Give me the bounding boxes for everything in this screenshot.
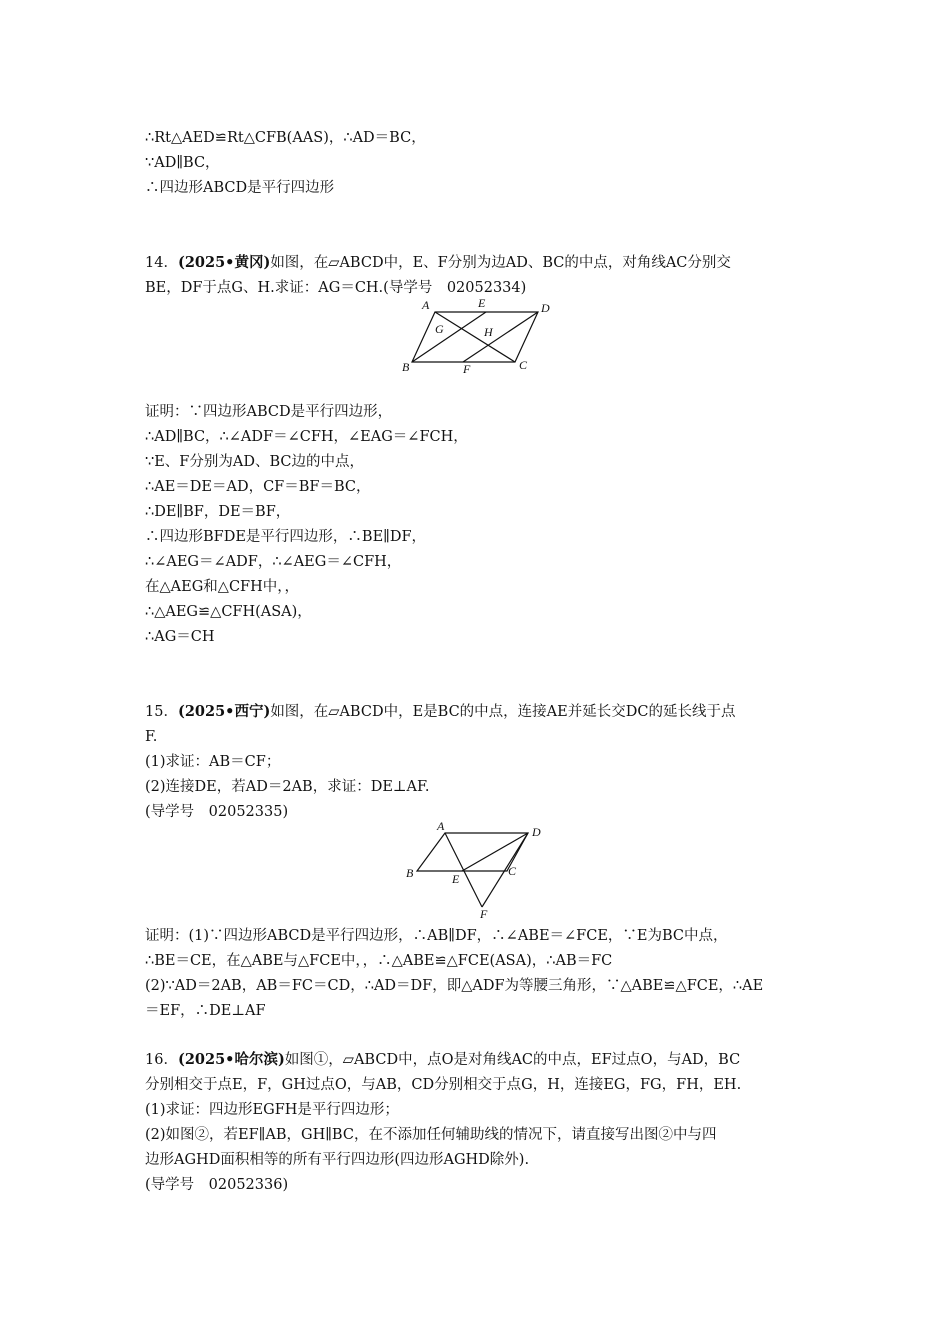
problem-15-part-1: (1)求证：AB＝CF； — [145, 754, 281, 770]
label-a: A — [422, 298, 430, 312]
label-c: C — [508, 864, 517, 878]
proof-line: 证明：∵四边形ABCD是平行四边形， — [145, 404, 393, 420]
proof-line: ∴∠AEG＝∠ADF，∴∠AEG＝∠CFH， — [145, 554, 402, 570]
problem-number: 16． — [145, 1052, 178, 1068]
label-f: F — [463, 362, 471, 375]
proof-line: ∵AD∥BC， — [145, 155, 220, 171]
label-b: B — [406, 866, 414, 880]
problem-14-line-2: BE，DF于点G、H.求证：AG＝CH.(导学号 02052334) — [145, 280, 527, 296]
problem-15-part-2: (2)连接DE，若AD＝2AB，求证：DE⊥AF. — [145, 779, 430, 795]
proof-line: ∵E、F分别为AD、BC边的中点， — [145, 454, 364, 470]
problem-15-line-1 — [145, 702, 735, 722]
problem-source: (2025•西宁) — [177, 703, 271, 720]
problem-16-line-2: 分别相交于点E，F，GH过点O，与AB，CD分别相交于点G，H，连接EG，FG，FH，EH. — [145, 1077, 742, 1093]
problem-source: (2025•黄冈) — [177, 254, 271, 271]
problem-number: 14． — [145, 255, 178, 271]
proof-line: ∴Rt△AED≌Rt△CFB(AAS)，∴AD＝BC， — [145, 130, 426, 146]
problem-text: 如图①，▱ABCD中，点O是对角线AC的中点，EF过点O，与AD，BC — [284, 1052, 741, 1068]
problem-text: 如图，在▱ABCD中，E、F分别为边AD、BC的中点，对角线AC分别交 — [270, 255, 731, 271]
problem-text: 如图，在▱ABCD中，E是BC的中点，连接AE并延长交DC的延长线于点 — [270, 704, 736, 720]
proof-line: 在△AEG和△CFH中，， — [145, 579, 299, 595]
problem-15-line-2: F. — [145, 729, 158, 745]
label-g: G — [435, 322, 444, 336]
guide-number: (导学号 02052336) — [145, 1177, 289, 1193]
label-h: H — [484, 325, 493, 339]
proof-line: ＝EF，∴DE⊥AF — [145, 1003, 266, 1019]
proof-line: ∴AD∥BC，∴∠ADF＝∠CFH，∠EAG＝∠FCH， — [145, 429, 468, 445]
label-e: E — [452, 872, 460, 886]
problem-number: 15． — [145, 704, 178, 720]
proof-line: ∴四边形BFDE是平行四边形，∴BE∥DF， — [145, 529, 427, 545]
label-c: C — [519, 358, 528, 372]
proof-line: ∴BE＝CE，在△ABE与△FCE中，，∴△ABE≌△FCE(ASA)，∴AB＝FC — [145, 953, 613, 969]
label-d: D — [532, 825, 541, 839]
problem-16-part-2: (2)如图②，若EF∥AB，GH∥BC，在不添加任何辅助线的情况下，请直接写出图②中与四 — [145, 1127, 717, 1143]
proof-line: (2)∵AD＝2AB，AB＝FC＝CD，∴AD＝DF，即△ADF为等腰三角形，∵△ABE≌△FCE，∴AE — [145, 978, 764, 994]
segment-df — [482, 833, 528, 907]
figure-14-parallelogram — [395, 295, 555, 375]
figure-15-parallelogram — [400, 817, 555, 922]
label-b: B — [402, 360, 410, 374]
proof-line: ∴四边形ABCD是平行四边形 — [145, 180, 335, 196]
problem-14-line-1 — [145, 253, 731, 273]
proof-line: 证明：(1)∵四边形ABCD是平行四边形，∴AB∥DF，∴∠ABE＝∠FCE，∵E为BC中点， — [145, 928, 728, 944]
label-a: A — [437, 819, 445, 833]
label-e: E — [478, 296, 486, 310]
proof-line: ∴AG＝CH — [145, 629, 215, 645]
label-d: D — [541, 301, 550, 315]
problem-16-part-2-cont: 边形AGHD面积相等的所有平行四边形(四边形AGHD除外). — [145, 1152, 530, 1168]
problem-16-line-1 — [145, 1050, 740, 1070]
proof-line: ∴DE∥BF，DE＝BF， — [145, 504, 291, 520]
guide-number: (导学号 02052335) — [145, 804, 289, 820]
proof-line: ∴AE＝DE＝AD，CF＝BF＝BC， — [145, 479, 371, 495]
problem-source: (2025•哈尔滨) — [177, 1051, 285, 1068]
proof-line: ∴△AEG≌△CFH(ASA)， — [145, 604, 312, 620]
label-f: F — [480, 907, 488, 921]
problem-16-part-1: (1)求证：四边形EGFH是平行四边形； — [145, 1102, 399, 1118]
